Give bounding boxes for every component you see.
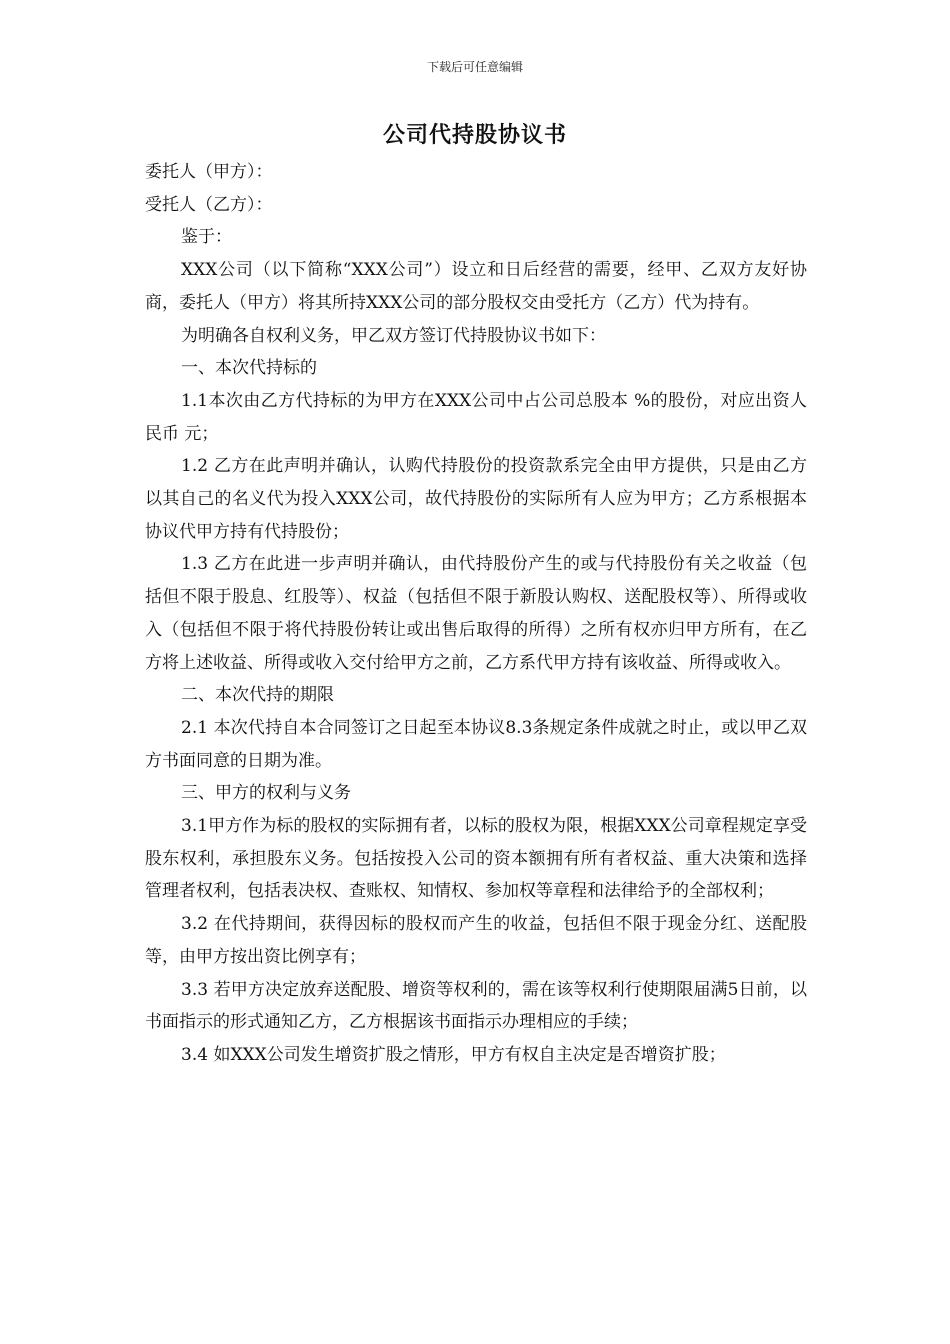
paragraph: 为明确各自权利义务，甲乙双方签订代持股协议书如下： <box>181 325 606 346</box>
paragraph: 3.1甲方作为标的股权的实际拥有者，以标的股权为限，根据XXX公司章程规定享受股东权利，承担股东义务。包括按投入公司的资本额拥有所有者权益、重大决策和选择管理者权利，包括表决权、查账权、知情权、参加权等章程和法律给予的全部权利； <box>145 816 807 902</box>
paragraph: 委托人（甲方）： <box>145 162 273 182</box>
header-note: 下载后可任意编辑 <box>426 60 523 74</box>
paragraph: 1.2 乙方在此声明并确认，认购代持股份的投资款系完全由甲方提供，只是由乙方以其自己的名义代为投入XXX公司，故代持股份的实际所有人应为甲方；乙方系根据本协议代甲方持有代持股份； <box>145 456 807 542</box>
paragraph: 2.1 本次代持自本合同签订之日起至本协议8.3条规定条件成就之时止，或以甲乙双方书面同意的日期为准。 <box>145 717 807 771</box>
document-body <box>145 156 807 1072</box>
paragraph: 3.3 若甲方决定放弃送配股、增资等权利的，需在该等权利行使期限届满5日前，以书面指示的形式通知乙方，乙方根据该书面指示办理相应的手续； <box>145 979 807 1033</box>
section-heading: 三、甲方的权利与义务 <box>181 783 351 804</box>
paragraph: XXX公司（以下简称“XXX公司”）设立和日后经营的需要，经甲、乙双方友好协商，委托人（甲方）将其所持XXX公司的部分股权交由受托方（乙方）代为持有。 <box>145 260 807 313</box>
document-title: 公司代持股协议书 <box>382 123 567 148</box>
section-heading: 二、本次代持的期限 <box>181 685 334 706</box>
paragraph: 3.2 在代持期间，获得因标的股权而产生的收益，包括但不限于现金分红、送配股等，由甲方按出资比例享有； <box>145 914 807 967</box>
section-heading: 一、本次代持标的 <box>181 358 317 379</box>
paragraph: 1.3 乙方在此进一步声明并确认，由代持股份产生的或与代持股份有关之收益（包括但不限于股息、红股等）、权益（包括但不限于新股认购权、送配股权等）、所得或收入（包括但不限于将代持股份转让或出售后取得的所得）之所有权亦归甲方所有，在乙方将上述收益、所得或收入交付给甲方之前，乙方系代甲方持有该收益、所得或收入。 <box>145 554 807 673</box>
paragraph: 3.4 如XXX公司发生增资扩股之情形，甲方有权自主决定是否增资扩股； <box>181 1044 726 1065</box>
paragraph: 1.1本次由乙方代持标的为甲方在XXX公司中占公司总股本 %的股份，对应出资人民币 元； <box>145 390 807 444</box>
paragraph: 鉴于： <box>181 227 232 248</box>
paragraph: 受托人（乙方）： <box>145 194 273 215</box>
